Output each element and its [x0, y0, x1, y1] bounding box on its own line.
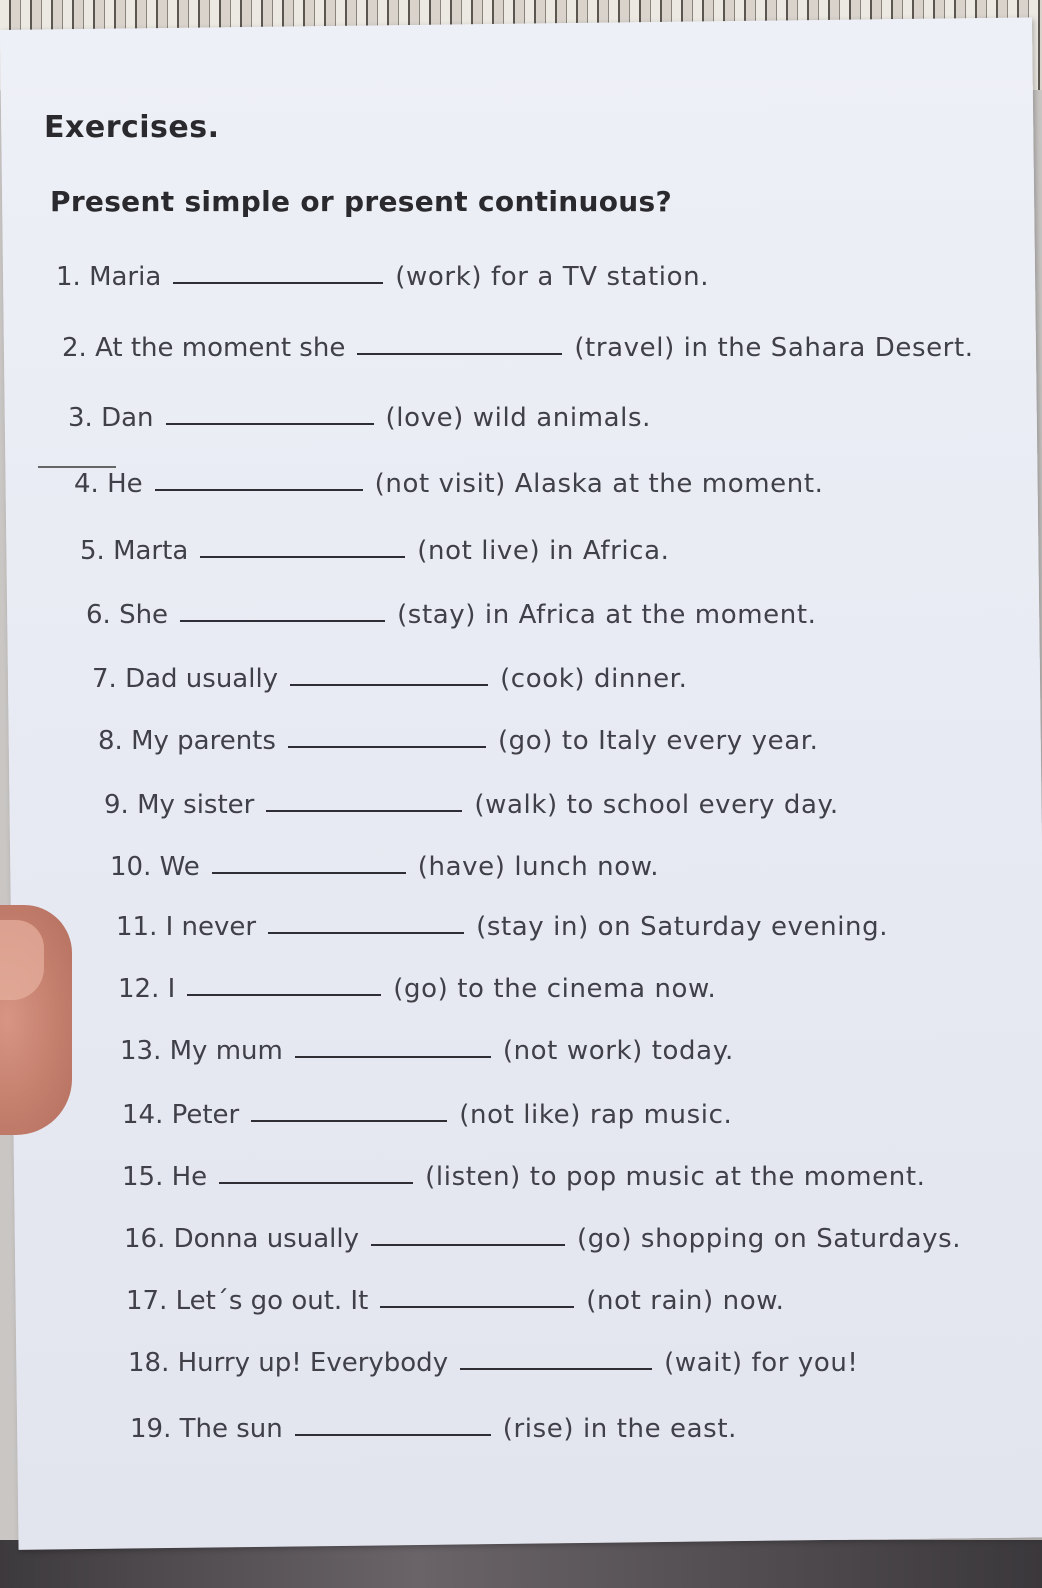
item-prompt: 9. My sister: [104, 790, 255, 820]
answer-blank[interactable]: [380, 1306, 574, 1308]
answer-blank[interactable]: [295, 1056, 491, 1058]
item-prompt: 11. I never: [116, 912, 257, 942]
item-hint: (not live) in Africa.: [417, 536, 670, 566]
item-hint: (cook) dinner.: [500, 664, 688, 694]
answer-blank[interactable]: [268, 932, 464, 934]
exercise-item: [74, 469, 824, 499]
answer-blank[interactable]: [219, 1182, 413, 1184]
answer-blank[interactable]: [266, 810, 462, 812]
item-hint: (walk) to school every day.: [474, 790, 839, 820]
pen-mark: [38, 466, 116, 468]
item-hint: (listen) to pop music at the moment.: [425, 1162, 926, 1192]
worksheet-paper: [0, 17, 1042, 1549]
exercise-item: [98, 726, 819, 756]
exercise-instruction: Present simple or present continuous?: [50, 185, 673, 218]
answer-blank[interactable]: [251, 1120, 447, 1122]
item-prompt: 17. Let´s go out. It: [126, 1286, 369, 1316]
item-hint: (rise) in the east.: [502, 1414, 737, 1444]
item-hint: (go) shopping on Saturdays.: [576, 1224, 962, 1254]
exercise-item: [68, 403, 651, 433]
item-prompt: 8. My parents: [98, 726, 276, 756]
exercise-item: [86, 600, 816, 630]
item-prompt: 4. He: [74, 469, 143, 499]
item-hint: (have) lunch now.: [417, 852, 660, 882]
answer-blank[interactable]: [166, 423, 374, 425]
item-prompt: 14. Peter: [122, 1100, 240, 1130]
exercise-item: [122, 1100, 732, 1130]
page-title: Exercises.: [44, 110, 220, 145]
answer-blank[interactable]: [173, 282, 383, 284]
item-hint: (not work) today.: [502, 1036, 734, 1066]
exercise-item: [116, 912, 888, 942]
answer-blank[interactable]: [357, 353, 562, 355]
exercise-item: [122, 1162, 926, 1192]
answer-blank[interactable]: [155, 489, 363, 491]
item-hint: (go) to the cinema now.: [393, 974, 717, 1004]
item-prompt: 7. Dad usually: [92, 664, 279, 694]
item-prompt: 6. She: [86, 600, 169, 630]
answer-blank[interactable]: [200, 556, 405, 558]
answer-blank[interactable]: [180, 620, 385, 622]
answer-blank[interactable]: [371, 1244, 565, 1246]
item-prompt: 18. Hurry up! Everybody: [128, 1348, 449, 1378]
item-prompt: 5. Marta: [80, 536, 189, 566]
item-hint: (travel) in the Sahara Desert.: [574, 333, 974, 363]
item-prompt: 10. We: [110, 852, 200, 882]
exercise-item: [124, 1224, 961, 1254]
answer-blank[interactable]: [290, 684, 488, 686]
exercise-item: [120, 1036, 734, 1066]
exercise-item: [92, 664, 687, 694]
exercise-item: [62, 333, 974, 363]
item-hint: (wait) for you!: [664, 1348, 859, 1378]
item-prompt: 13. My mum: [120, 1036, 283, 1066]
item-hint: (not rain) now.: [586, 1286, 785, 1316]
item-hint: (love) wild animals.: [385, 403, 651, 433]
item-hint: (go) to Italy every year.: [497, 726, 819, 756]
exercise-item: [128, 1348, 858, 1378]
item-hint: (work) for a TV station.: [395, 262, 710, 292]
exercise-item: [80, 536, 669, 566]
answer-blank[interactable]: [288, 746, 486, 748]
item-hint: (not like) rap music.: [459, 1100, 733, 1130]
exercise-item: [56, 262, 709, 292]
item-prompt: 15. He: [122, 1162, 208, 1192]
exercise-item: [126, 1286, 785, 1316]
item-hint: (stay in) on Saturday evening.: [476, 912, 889, 942]
exercise-item: [110, 852, 659, 882]
exercise-item: [118, 974, 716, 1004]
exercise-item: [130, 1414, 737, 1444]
item-hint: (not visit) Alaska at the moment.: [374, 469, 824, 499]
item-prompt: 2. At the moment she: [62, 333, 346, 363]
answer-blank[interactable]: [295, 1434, 491, 1436]
item-prompt: 3. Dan: [68, 403, 154, 433]
item-prompt: 19. The sun: [130, 1414, 283, 1444]
answer-blank[interactable]: [212, 872, 406, 874]
item-prompt: 12. I: [118, 974, 176, 1004]
exercise-item: [104, 790, 839, 820]
answer-blank[interactable]: [187, 994, 381, 996]
item-hint: (stay) in Africa at the moment.: [397, 600, 817, 630]
item-prompt: 1. Maria: [56, 262, 162, 292]
answer-blank[interactable]: [460, 1368, 652, 1370]
item-prompt: 16. Donna usually: [124, 1224, 359, 1254]
